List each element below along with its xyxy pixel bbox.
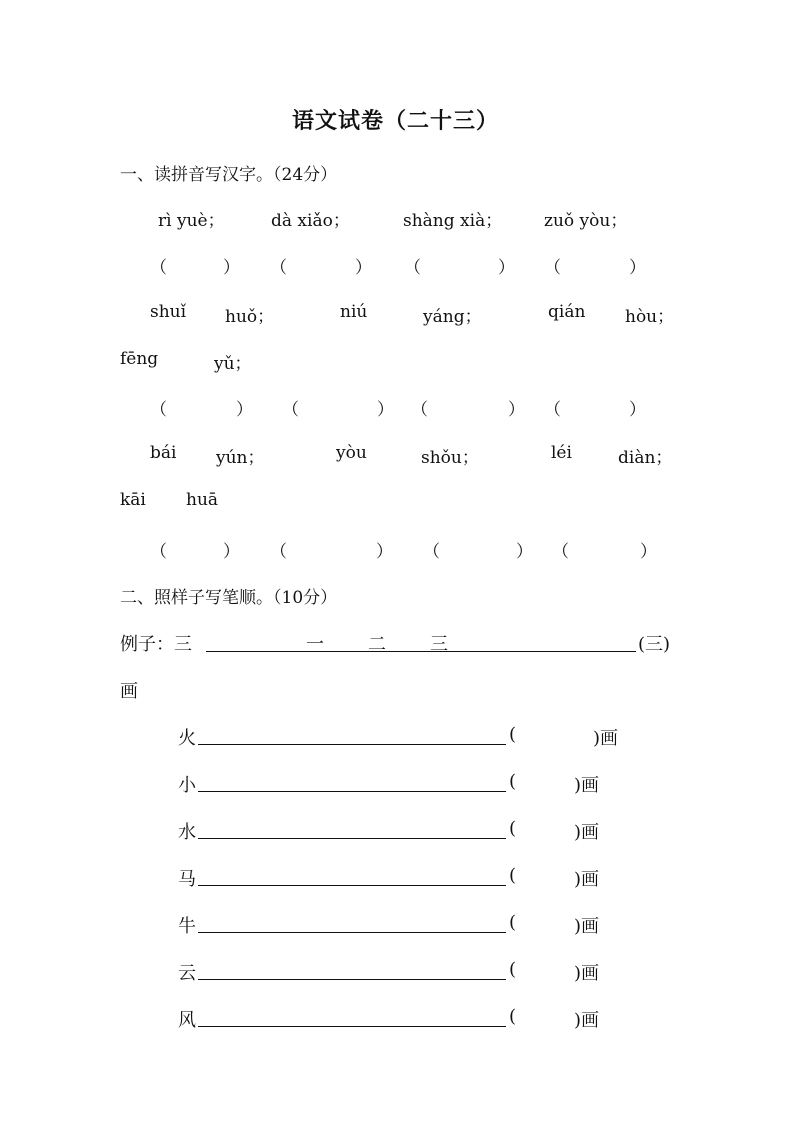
answer-paren-close: ） [640, 542, 657, 562]
stroke-count-open: ( [509, 724, 517, 745]
pinyin-item: niú [340, 302, 368, 322]
answer-paren-open: （ [404, 258, 421, 278]
stroke-order-char: 火 [178, 728, 196, 749]
stroke-count-close: )画 [574, 822, 600, 843]
stroke-order-line [198, 744, 506, 745]
stroke-order-line [198, 932, 506, 933]
stroke-count-close: )画 [574, 775, 600, 796]
answer-paren-close: ） [629, 400, 646, 420]
stroke-order-char: 水 [178, 822, 196, 843]
pinyin-item: shuǐ [150, 302, 187, 322]
example-stroke: 三 [430, 634, 448, 655]
stroke-order-line [198, 791, 506, 792]
stroke-order-line [198, 979, 506, 980]
pinyin-item: qián [548, 302, 586, 322]
stroke-count-close: )画 [574, 916, 600, 937]
stroke-count-close: )画 [574, 963, 600, 984]
answer-paren-close: ） [516, 542, 533, 562]
stroke-order-char: 牛 [178, 916, 196, 937]
example-label: 例子：三 [120, 634, 192, 655]
answer-paren-close: ） [355, 258, 372, 278]
stroke-order-char: 风 [178, 1010, 196, 1031]
stroke-order-char: 马 [178, 869, 196, 890]
page-title: 语文试卷（二十三） [292, 108, 500, 134]
pinyin-item: léi [551, 443, 572, 463]
answer-paren-close: ） [629, 258, 646, 278]
answer-paren-open: （ [411, 400, 428, 420]
pinyin-item: fēng [120, 349, 159, 369]
answer-paren-open: （ [270, 258, 287, 278]
stroke-count-close: )画 [574, 869, 600, 890]
pinyin-item: shàng xià； [403, 211, 503, 231]
pinyin-item: bái [150, 443, 177, 463]
stroke-count-open: ( [509, 818, 517, 839]
pinyin-item: diàn； [618, 448, 673, 468]
answer-paren-open: （ [423, 542, 440, 562]
answer-paren-close: ） [498, 258, 515, 278]
answer-paren-close: ） [377, 400, 394, 420]
example-stroke: 一 [306, 634, 324, 655]
pinyin-item: rì yuè； [158, 211, 225, 231]
pinyin-item: yáng； [423, 307, 482, 327]
pinyin-item: yǔ； [214, 354, 252, 374]
answer-paren-close: ） [223, 258, 240, 278]
pinyin-item: huǒ； [225, 307, 275, 327]
stroke-order-char: 云 [178, 963, 196, 984]
example-unit: 画 [120, 681, 138, 702]
answer-paren-close: ） [508, 400, 525, 420]
answer-paren-open: （ [544, 258, 561, 278]
pinyin-item: yún； [216, 448, 265, 468]
pinyin-item: yòu [336, 443, 367, 463]
stroke-order-line [198, 1026, 506, 1027]
pinyin-item: huā [186, 490, 219, 510]
stroke-count-close: )画 [574, 1010, 600, 1031]
section-2-heading: 二、照样子写笔顺。（10分） [120, 588, 338, 608]
pinyin-item: kāi [120, 490, 146, 510]
stroke-order-line [198, 838, 506, 839]
stroke-count-open: ( [509, 1006, 517, 1027]
answer-paren-open: （ [552, 542, 569, 562]
stroke-order-char: 小 [178, 775, 196, 796]
example-underline [206, 651, 636, 652]
stroke-order-line [198, 885, 506, 886]
answer-paren-open: （ [270, 542, 287, 562]
section-1-heading: 一、读拼音写汉字。（24分） [120, 165, 338, 185]
answer-paren-close: ） [376, 542, 393, 562]
answer-paren-open: （ [150, 542, 167, 562]
answer-paren-open: （ [150, 258, 167, 278]
answer-paren-open: （ [150, 400, 167, 420]
pinyin-item: zuǒ yòu； [544, 211, 628, 231]
stroke-count-open: ( [509, 959, 517, 980]
answer-paren-close: ） [236, 400, 253, 420]
answer-paren-close: ） [223, 542, 240, 562]
stroke-count-close: )画 [593, 728, 619, 749]
pinyin-item: shǒu； [421, 448, 479, 468]
stroke-count-open: ( [509, 865, 517, 886]
answer-paren-open: （ [544, 400, 561, 420]
example-stroke: 二 [368, 634, 386, 655]
pinyin-item: hòu； [625, 307, 675, 327]
stroke-count-open: ( [509, 771, 517, 792]
answer-paren-open: （ [282, 400, 299, 420]
example-answer: (三) [638, 634, 671, 655]
stroke-count-open: ( [509, 912, 517, 933]
pinyin-item: dà xiǎo； [271, 211, 350, 231]
